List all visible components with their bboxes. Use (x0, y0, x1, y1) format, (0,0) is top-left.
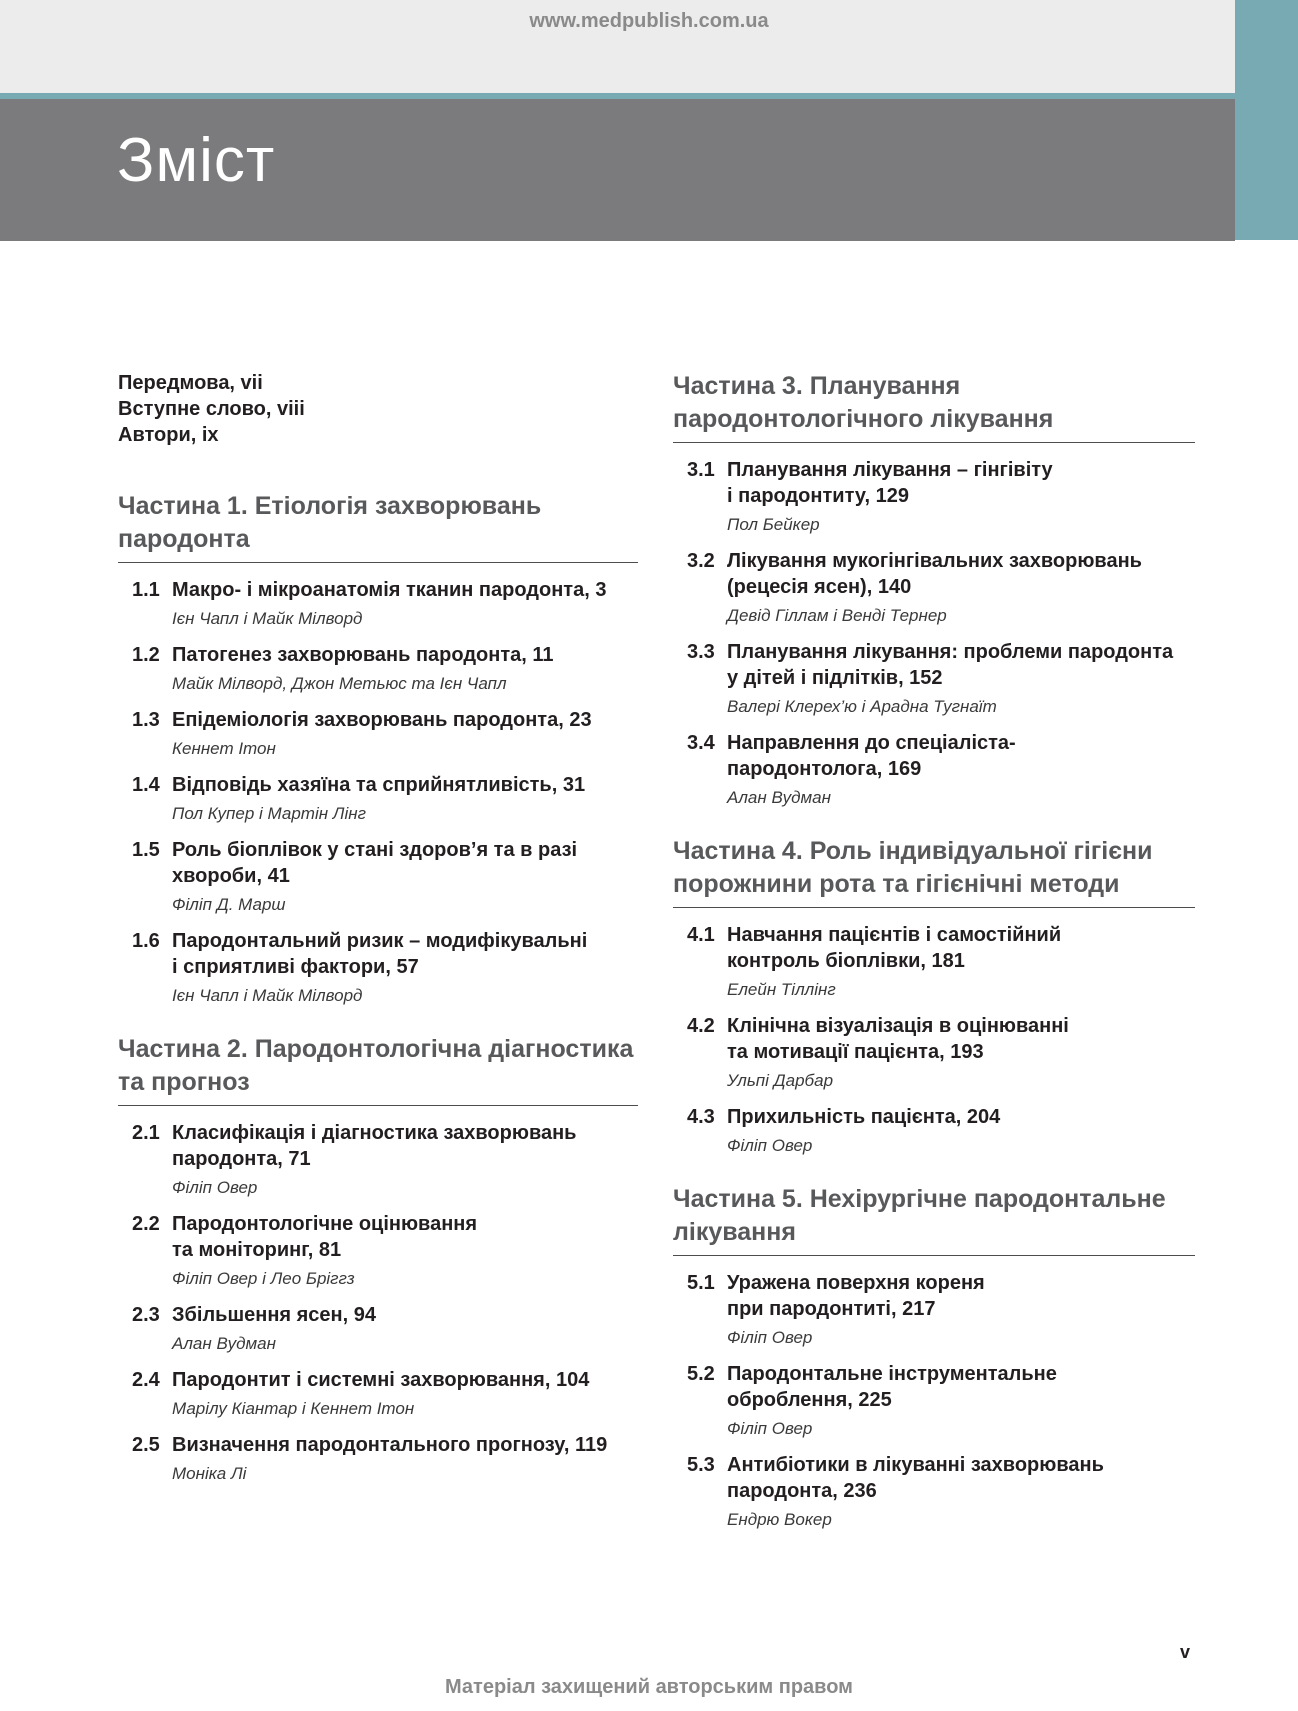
chapter-entry[interactable] (673, 548, 1195, 627)
chapter-title: Планування лікування – гінгівіту і пародонтиту, 129 (727, 459, 1053, 507)
chapter-text (727, 548, 1195, 627)
chapter-title: Уражена поверхня кореня при пародонтиті, 217 (727, 1272, 985, 1320)
chapter-number: 4.2 (687, 1015, 715, 1037)
chapter-title: Епідеміологія захворювань пародонта, 23 (172, 709, 592, 731)
chapter-entry[interactable] (118, 1211, 638, 1290)
chapter-number: 1.1 (132, 579, 160, 601)
chapter-entry[interactable] (673, 922, 1195, 1001)
toc-right-column (673, 370, 1195, 1557)
toc-part (118, 490, 638, 1007)
chapter-title: Патогенез захворювань пародонта, 11 (172, 644, 554, 666)
chapter-list (118, 563, 638, 1007)
chapter-text (727, 922, 1195, 1001)
toc-part (673, 1183, 1195, 1531)
chapter-author: Філіп Овер (172, 1178, 258, 1197)
chapter-title: Класифікація і діагностика захворювань пародонта, 71 (172, 1122, 577, 1170)
chapter-number: 2.4 (132, 1369, 160, 1391)
chapter-author: Кеннет Ітон (172, 739, 276, 758)
chapter-text (172, 837, 638, 916)
chapter-author: Алан Вудман (727, 788, 831, 807)
chapter-text (727, 1361, 1195, 1440)
chapter-author: Моніка Лі (172, 1464, 247, 1483)
chapter-text (727, 730, 1195, 809)
page-number: v (1180, 1642, 1191, 1662)
part-title: Частина 2. Пародонтологічна діагностика та прогноз (118, 1033, 638, 1106)
chapter-number: 3.2 (687, 550, 715, 572)
chapter-text (172, 1120, 638, 1199)
chapter-number: 1.2 (132, 644, 160, 666)
chapter-list (673, 443, 1195, 809)
chapter-title: Пародонтит і системні захворювання, 104 (172, 1369, 590, 1391)
chapter-title: Пародонтологічне оцінювання та моніторинг, 81 (172, 1213, 478, 1261)
chapter-entry[interactable] (118, 1120, 638, 1199)
chapter-entry[interactable] (673, 457, 1195, 536)
chapter-text (727, 1270, 1195, 1349)
chapter-number: 1.4 (132, 774, 160, 796)
chapter-number: 1.5 (132, 839, 160, 861)
chapter-author: Ієн Чапл і Майк Мілворд (172, 986, 363, 1005)
chapter-title: Антибіотики в лікуванні захворювань пародонта, 236 (727, 1454, 1104, 1502)
chapter-author: Пол Купер і Мартін Лінг (172, 804, 366, 823)
chapter-entry[interactable] (673, 639, 1195, 718)
chapter-number: 5.1 (687, 1272, 715, 1294)
chapter-title: Клінічна візуалізація в оцінюванні та мотивації пацієнта, 193 (727, 1015, 1069, 1063)
chapter-title: Навчання пацієнтів і самостійний контроль біоплівки, 181 (727, 924, 1062, 972)
chapter-author: Філіп Овер (727, 1419, 813, 1438)
chapter-entry[interactable] (673, 1361, 1195, 1440)
chapter-author: Ієн Чапл і Майк Мілворд (172, 609, 363, 628)
chapter-text (172, 928, 638, 1007)
part-title: Частина 1. Етіологія захворювань пародонта (118, 490, 638, 563)
chapter-text (727, 457, 1195, 536)
chapter-author: Марілу Кіантар і Кеннет Ітон (172, 1399, 415, 1418)
chapter-author: Філіп Овер (727, 1136, 813, 1155)
left-parts (118, 490, 638, 1485)
chapter-text (727, 1013, 1195, 1092)
chapter-entry[interactable] (118, 772, 638, 825)
toc-part (673, 835, 1195, 1157)
chapter-entry[interactable] (118, 577, 638, 630)
chapter-list (673, 908, 1195, 1157)
chapter-author: Філіп Овер (727, 1328, 813, 1347)
chapter-author: Пол Бейкер (727, 515, 820, 534)
chapter-author: Майк Мілворд, Джон Метьюс та Ієн Чапл (172, 674, 507, 693)
chapter-entry[interactable] (118, 707, 638, 760)
chapter-entry[interactable] (118, 928, 638, 1007)
chapter-entry[interactable] (118, 837, 638, 916)
chapter-title: Прихильність пацієнта, 204 (727, 1106, 1001, 1128)
copyright-notice: Матеріал захищений авторським правом (445, 1676, 853, 1698)
chapter-number: 3.4 (687, 732, 715, 754)
website-url: www.medpublish.com.ua (529, 10, 769, 32)
chapter-entry[interactable] (118, 642, 638, 695)
chapter-author: Валері Клерех’ю і Арадна Тугнаїт (727, 697, 997, 716)
chapter-author: Філіп Овер і Лео Бріггз (172, 1269, 355, 1288)
chapter-text (727, 1452, 1195, 1531)
chapter-entry[interactable] (673, 1452, 1195, 1531)
chapter-title: Планування лікування: проблеми пародонта у дітей і підлітків, 152 (727, 641, 1174, 689)
chapter-text (172, 642, 638, 695)
chapter-author: Елейн Тіллінг (727, 980, 836, 999)
page-title: Зміст (117, 126, 276, 195)
chapter-author: Алан Вудман (172, 1334, 276, 1353)
chapter-text (172, 707, 638, 760)
chapter-title: Пародонтальне інструментальне оброблення, 225 (727, 1363, 1057, 1411)
chapter-number: 2.3 (132, 1304, 160, 1326)
toc-part (673, 370, 1195, 809)
chapter-title: Макро- і мікроанатомія тканин пародонта, 3 (172, 579, 607, 601)
chapter-number: 2.2 (132, 1213, 160, 1235)
chapter-text (172, 1432, 638, 1485)
chapter-number: 4.3 (687, 1106, 715, 1128)
right-parts (673, 370, 1195, 1531)
front-matter (118, 370, 638, 448)
chapter-title: Визначення пародонтального прогнозу, 119 (172, 1434, 608, 1456)
chapter-text (172, 577, 638, 630)
chapter-number: 3.3 (687, 641, 715, 663)
chapter-list (118, 1106, 638, 1485)
chapter-list (673, 1256, 1195, 1531)
chapter-author: Філіп Д. Марш (172, 895, 286, 914)
chapter-entry[interactable] (673, 1104, 1195, 1157)
chapter-text (172, 1211, 638, 1290)
toc-left-column (118, 370, 638, 1511)
chapter-entry[interactable] (673, 1013, 1195, 1092)
front-matter-item: Передмова, vii (118, 372, 263, 394)
chapter-number: 3.1 (687, 459, 715, 481)
chapter-number: 5.3 (687, 1454, 715, 1476)
chapter-number: 5.2 (687, 1363, 715, 1385)
chapter-number: 2.5 (132, 1434, 160, 1456)
chapter-title: Лікування мукогінгівальних захворювань (рецесія ясен), 140 (727, 550, 1142, 598)
chapter-title: Пародонтальний ризик – модифікувальні і сприятливі фактори, 57 (172, 930, 588, 978)
chapter-title: Роль біоплівок у стані здоров’я та в разі хвороби, 41 (172, 839, 578, 887)
chapter-author: Девід Гіллам і Венді Тернер (727, 606, 947, 625)
chapter-title: Збільшення ясен, 94 (172, 1304, 376, 1326)
chapter-text (727, 1104, 1195, 1157)
chapter-number: 2.1 (132, 1122, 160, 1144)
chapter-author: Ендрю Вокер (727, 1510, 832, 1529)
chapter-text (727, 639, 1195, 718)
part-title: Частина 5. Нехірургічне пародонтальне лікування (673, 1183, 1195, 1256)
teal-side-tab (1235, 0, 1298, 240)
chapter-entry[interactable] (673, 1270, 1195, 1349)
chapter-entry[interactable] (118, 1432, 638, 1485)
toc-part (118, 1033, 638, 1485)
chapter-number: 1.6 (132, 930, 160, 952)
chapter-title: Направлення до спеціаліста- пародонтолога, 169 (727, 732, 1016, 780)
front-matter-item: Автори, ix (118, 424, 219, 446)
chapter-title: Відповідь хазяїна та сприйнятливість, 31 (172, 774, 586, 796)
chapter-entry[interactable] (118, 1302, 638, 1355)
chapter-text (172, 1367, 638, 1420)
chapter-author: Ульпі Дарбар (727, 1071, 834, 1090)
chapter-text (172, 1302, 638, 1355)
chapter-number: 4.1 (687, 924, 715, 946)
part-title: Частина 3. Планування пародонтологічного лікування (673, 370, 1195, 443)
part-title: Частина 4. Роль індивідуальної гігієни порожнини рота та гігієнічні методи (673, 835, 1195, 908)
chapter-number: 1.3 (132, 709, 160, 731)
chapter-entry[interactable] (118, 1367, 638, 1420)
chapter-text (172, 772, 638, 825)
chapter-entry[interactable] (673, 730, 1195, 809)
front-matter-item: Вступне слово, viii (118, 398, 305, 420)
